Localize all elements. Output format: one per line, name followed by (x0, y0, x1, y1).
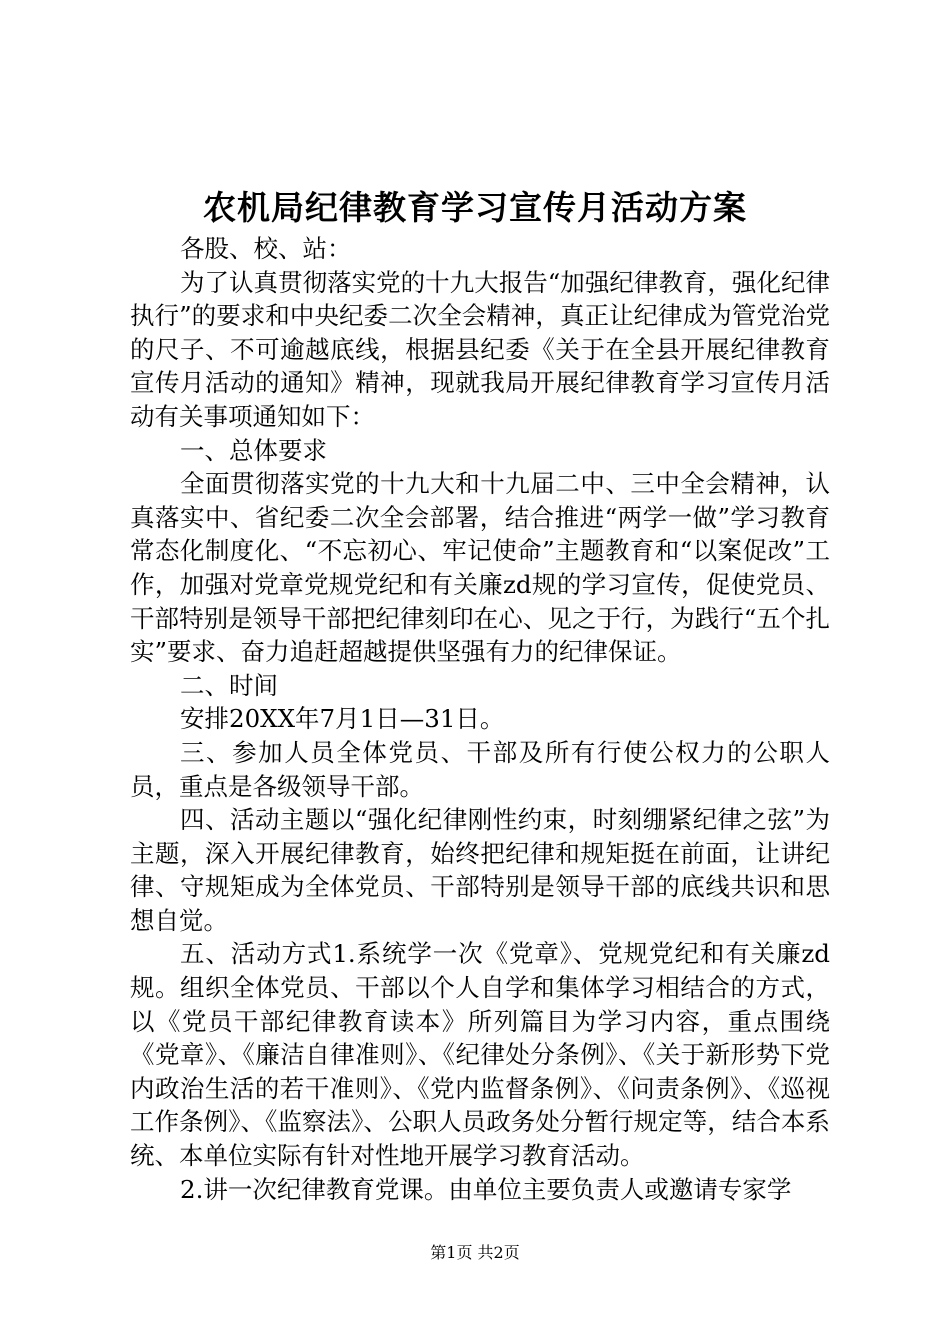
document-body (130, 232, 830, 1206)
section-heading-general-requirements: 一、总体要求 (180, 435, 327, 465)
general-requirements-paragraph: 全面贯彻落实党的十九大和十九届二中、三中全会精神，认真落实中、省纪委二次全会部署，结合推进“两学一做”学习教育常态化制度化、“不忘初心、牢记使命”主题教育和“以案促改”工作，加强对党章党规党纪和有关廉zd规的学习宣传，促使党员、干部特别是领导干部把纪律刻印在心、见之于行，为践行“五个扎实”要求、奋力追赶超越提供坚强有力的纪律保证。 (130, 469, 830, 667)
intro-paragraph: 为了认真贯彻落实党的十九大报告“加强纪律教育，强化纪律执行”的要求和中央纪委二次全会精神，真正让纪律成为管党治党的尺子、不可逾越底线，根据县纪委《关于在全县开展纪律教育宣传月活动的通知》精神，现就我局开展纪律教育学习宣传月活动有关事项通知如下： (130, 267, 830, 431)
document-title: 农机局纪律教育学习宣传月活动方案 (203, 188, 747, 227)
participants-paragraph: 三、参加人员全体党员、干部及所有行使公权力的公职人员，重点是各级领导干部。 (130, 737, 830, 801)
methods-paragraph: 五、活动方式1.系统学一次《党章》、党规党纪和有关廉zd规。组织全体党员、干部以个人自学和集体学习相结合的方式，以《党员干部纪律教育读本》所列篇目为学习内容，重点围绕《党章》、《廉洁自律准则》、《纪律处分条例》、《关于新形势下党内政治生活的若干准则》、《党内监督条例》、《问责条例》、《巡视工作条例》、《监察法》、公职人员政务处分暂行规定等，结合本系统、本单位实际有针对性地开展学习教育活动。 (130, 939, 830, 1171)
theme-paragraph: 四、活动主题以“强化纪律刚性约束，时刻绷紧纪律之弦”为主题，深入开展纪律教育，始终把纪律和规矩挺在前面，让讲纪律、守规矩成为全体党员、干部特别是领导干部的底线共识和思想自觉。 (130, 805, 830, 935)
salutation: 各股、校、站： (180, 234, 352, 263)
page-number-footer: 第1页 共2页 (430, 1243, 520, 1262)
section-heading-time: 二、时间 (180, 670, 278, 700)
time-paragraph: 安排20XX年7月1日—31日。 (180, 704, 505, 734)
methods-item-2-paragraph: 2.讲一次纪律教育党课。由单位主要负责人或邀请专家学 (180, 1174, 792, 1204)
